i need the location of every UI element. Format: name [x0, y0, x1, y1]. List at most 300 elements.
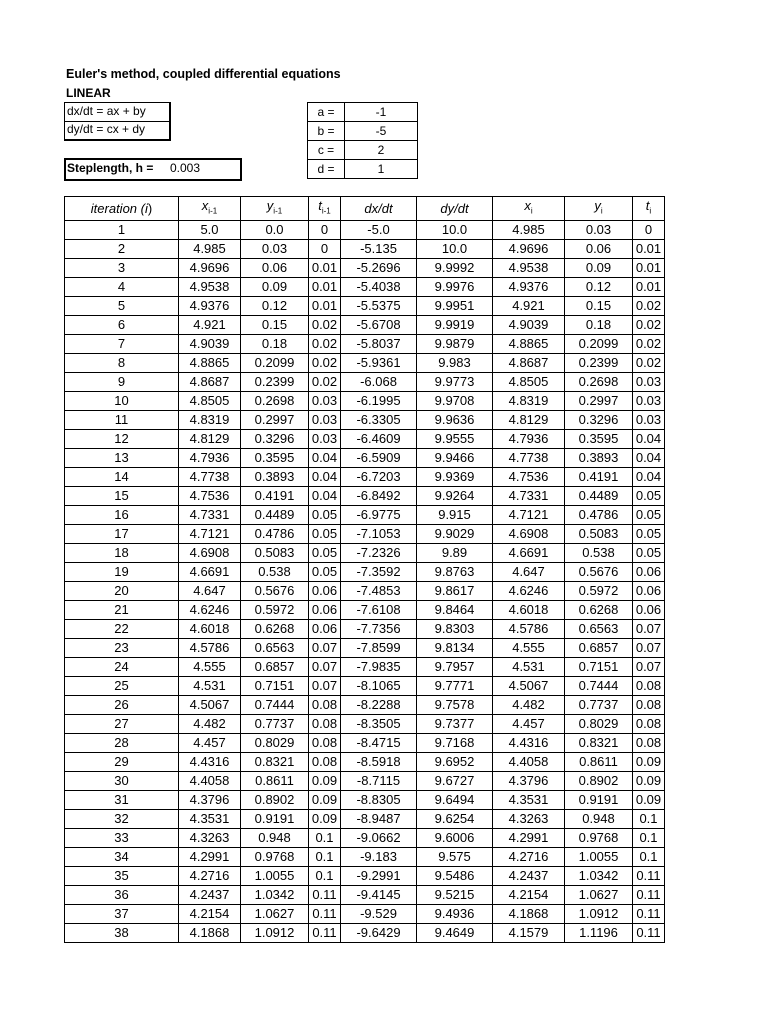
table-cell[interactable]: 4.482 [493, 695, 565, 714]
table-cell[interactable]: 0.09 [309, 771, 341, 790]
table-cell[interactable]: 10 [65, 391, 179, 410]
table-cell[interactable]: 0.11 [309, 904, 341, 923]
table-cell[interactable]: 0.4191 [565, 467, 633, 486]
table-cell[interactable]: 4.3263 [493, 809, 565, 828]
table-cell[interactable]: 35 [65, 866, 179, 885]
table-cell[interactable]: 0.18 [565, 315, 633, 334]
table-cell[interactable]: -8.2288 [341, 695, 417, 714]
table-cell[interactable]: 0.05 [309, 505, 341, 524]
table-cell[interactable]: 4.6246 [179, 600, 241, 619]
table-cell[interactable]: 0.08 [309, 695, 341, 714]
table-cell[interactable]: 1.0627 [241, 904, 309, 923]
table-cell[interactable]: 0.1 [309, 847, 341, 866]
table-cell[interactable]: -5.6708 [341, 315, 417, 334]
table-cell[interactable]: 18 [65, 543, 179, 562]
table-cell[interactable]: 0.03 [309, 410, 341, 429]
table-cell[interactable]: 0.05 [309, 543, 341, 562]
table-cell[interactable]: 1.0342 [565, 866, 633, 885]
table-cell[interactable]: 0.948 [565, 809, 633, 828]
table-cell[interactable]: 0.6268 [241, 619, 309, 638]
table-cell[interactable]: 17 [65, 524, 179, 543]
table-cell[interactable]: 0.6268 [565, 600, 633, 619]
table-cell[interactable]: 27 [65, 714, 179, 733]
table-cell[interactable]: 0.05 [633, 486, 665, 505]
table-cell[interactable]: 0.02 [633, 296, 665, 315]
table-cell[interactable]: 0.6857 [565, 638, 633, 657]
table-cell[interactable]: 0.09 [309, 809, 341, 828]
table-cell[interactable]: 9.9466 [417, 448, 493, 467]
table-cell[interactable]: 9.9919 [417, 315, 493, 334]
table-cell[interactable]: 0.2399 [565, 353, 633, 372]
table-cell[interactable]: 0.5676 [565, 562, 633, 581]
table-cell[interactable]: 8 [65, 353, 179, 372]
table-cell[interactable]: 4.1868 [493, 904, 565, 923]
table-cell[interactable]: 15 [65, 486, 179, 505]
table-cell[interactable]: 0.11 [309, 923, 341, 942]
table-cell[interactable]: 0.04 [633, 429, 665, 448]
table-cell[interactable]: 0.09 [309, 790, 341, 809]
table-cell[interactable]: 4.3531 [493, 790, 565, 809]
table-cell[interactable]: 9.9992 [417, 258, 493, 277]
table-cell[interactable]: -5.4038 [341, 277, 417, 296]
table-cell[interactable]: 0.07 [309, 676, 341, 695]
table-cell[interactable]: 26 [65, 695, 179, 714]
table-cell[interactable]: 4.7331 [493, 486, 565, 505]
table-cell[interactable]: 4.7121 [493, 505, 565, 524]
table-cell[interactable]: 0 [309, 239, 341, 258]
table-cell[interactable]: 9.6254 [417, 809, 493, 828]
table-cell[interactable]: 9.8464 [417, 600, 493, 619]
table-cell[interactable]: 0.08 [309, 714, 341, 733]
table-cell[interactable]: 4.921 [179, 315, 241, 334]
table-cell[interactable]: 11 [65, 410, 179, 429]
table-cell[interactable]: 9.9555 [417, 429, 493, 448]
table-cell[interactable]: 0.02 [633, 334, 665, 353]
table-cell[interactable]: 9.7377 [417, 714, 493, 733]
table-cell[interactable]: -6.5909 [341, 448, 417, 467]
table-cell[interactable]: 0 [309, 220, 341, 239]
table-cell[interactable]: 4.3796 [179, 790, 241, 809]
table-cell[interactable]: 4.555 [493, 638, 565, 657]
table-cell[interactable]: -9.0662 [341, 828, 417, 847]
table-cell[interactable]: 4.3531 [179, 809, 241, 828]
table-cell[interactable]: 4.7536 [493, 467, 565, 486]
table-cell[interactable]: 4.921 [493, 296, 565, 315]
table-cell[interactable]: -7.6108 [341, 600, 417, 619]
table-cell[interactable]: 4.2154 [179, 904, 241, 923]
table-cell[interactable]: 4.647 [179, 581, 241, 600]
table-cell[interactable]: 9.7578 [417, 695, 493, 714]
table-cell[interactable]: -5.9361 [341, 353, 417, 372]
table-cell[interactable]: 9.5486 [417, 866, 493, 885]
table-cell[interactable]: 9.8617 [417, 581, 493, 600]
table-cell[interactable]: 0.03 [309, 391, 341, 410]
table-cell[interactable]: 0.9191 [565, 790, 633, 809]
table-cell[interactable]: 4.5786 [179, 638, 241, 657]
table-cell[interactable]: -8.3505 [341, 714, 417, 733]
table-cell[interactable]: 0.06 [309, 581, 341, 600]
table-cell[interactable]: 4.9376 [493, 277, 565, 296]
table-cell[interactable]: 33 [65, 828, 179, 847]
table-cell[interactable]: 32 [65, 809, 179, 828]
table-cell[interactable]: 0.5083 [565, 524, 633, 543]
table-cell[interactable]: 0.08 [633, 733, 665, 752]
table-cell[interactable]: 0.8029 [565, 714, 633, 733]
table-cell[interactable]: 4.8865 [179, 353, 241, 372]
table-cell[interactable]: 9.915 [417, 505, 493, 524]
param-value[interactable]: 2 [345, 141, 418, 160]
table-cell[interactable]: 29 [65, 752, 179, 771]
table-cell[interactable]: 24 [65, 657, 179, 676]
table-cell[interactable]: 9.7168 [417, 733, 493, 752]
table-cell[interactable]: 9.9951 [417, 296, 493, 315]
table-cell[interactable]: 16 [65, 505, 179, 524]
table-cell[interactable]: 4.7936 [179, 448, 241, 467]
table-cell[interactable]: 9.983 [417, 353, 493, 372]
table-cell[interactable]: 4.1579 [493, 923, 565, 942]
table-cell[interactable]: 4.8687 [493, 353, 565, 372]
table-cell[interactable]: 9.8303 [417, 619, 493, 638]
table-cell[interactable]: 0.15 [565, 296, 633, 315]
table-cell[interactable]: 0.09 [565, 258, 633, 277]
table-cell[interactable]: -7.7356 [341, 619, 417, 638]
table-cell[interactable]: 0.8611 [565, 752, 633, 771]
table-cell[interactable]: 9.6727 [417, 771, 493, 790]
table-cell[interactable]: 23 [65, 638, 179, 657]
table-cell[interactable]: 0.4786 [241, 524, 309, 543]
table-cell[interactable]: 1.0627 [565, 885, 633, 904]
table-cell[interactable]: 0.11 [633, 866, 665, 885]
table-cell[interactable]: 0.07 [633, 638, 665, 657]
table-cell[interactable]: 0.04 [309, 448, 341, 467]
table-cell[interactable]: 4.8129 [179, 429, 241, 448]
table-cell[interactable]: -5.8037 [341, 334, 417, 353]
table-cell[interactable]: 4.9376 [179, 296, 241, 315]
table-cell[interactable]: 10.0 [417, 239, 493, 258]
table-cell[interactable]: -8.9487 [341, 809, 417, 828]
table-cell[interactable]: -6.9775 [341, 505, 417, 524]
table-cell[interactable]: -7.2326 [341, 543, 417, 562]
table-cell[interactable]: 9.6494 [417, 790, 493, 809]
table-cell[interactable]: 1 [65, 220, 179, 239]
table-cell[interactable]: 4.482 [179, 714, 241, 733]
table-cell[interactable]: 0.03 [633, 391, 665, 410]
table-cell[interactable]: 4.7331 [179, 505, 241, 524]
table-cell[interactable]: 22 [65, 619, 179, 638]
table-cell[interactable]: 4.8319 [179, 410, 241, 429]
table-cell[interactable]: -7.8599 [341, 638, 417, 657]
table-cell[interactable]: 0.2698 [565, 372, 633, 391]
table-cell[interactable]: 0.04 [633, 467, 665, 486]
table-cell[interactable]: 0.948 [241, 828, 309, 847]
table-cell[interactable]: 0.1 [633, 809, 665, 828]
table-cell[interactable]: 9.6006 [417, 828, 493, 847]
table-cell[interactable]: 1.0912 [241, 923, 309, 942]
table-cell[interactable]: 9.8763 [417, 562, 493, 581]
table-cell[interactable]: 6 [65, 315, 179, 334]
table-cell[interactable]: 4.6246 [493, 581, 565, 600]
table-cell[interactable]: 4.555 [179, 657, 241, 676]
table-cell[interactable]: 37 [65, 904, 179, 923]
table-cell[interactable]: 4.8129 [493, 410, 565, 429]
table-cell[interactable]: 0.01 [633, 239, 665, 258]
table-cell[interactable]: 0.15 [241, 315, 309, 334]
table-cell[interactable]: 9.575 [417, 847, 493, 866]
table-cell[interactable]: -6.8492 [341, 486, 417, 505]
table-cell[interactable]: 0.6857 [241, 657, 309, 676]
table-cell[interactable]: 0.2698 [241, 391, 309, 410]
table-cell[interactable]: 0.01 [309, 258, 341, 277]
table-cell[interactable]: 4.9696 [179, 258, 241, 277]
table-cell[interactable]: 0.08 [309, 733, 341, 752]
table-cell[interactable]: 0.01 [633, 277, 665, 296]
table-cell[interactable]: 0.5972 [565, 581, 633, 600]
table-cell[interactable]: 4.531 [493, 657, 565, 676]
table-cell[interactable]: 34 [65, 847, 179, 866]
table-cell[interactable]: 0.11 [633, 923, 665, 942]
table-cell[interactable]: 0.1 [309, 866, 341, 885]
table-cell[interactable]: 7 [65, 334, 179, 353]
table-cell[interactable]: 0.06 [633, 600, 665, 619]
table-cell[interactable]: 0.12 [565, 277, 633, 296]
table-cell[interactable]: 0.06 [241, 258, 309, 277]
table-cell[interactable]: 9.9369 [417, 467, 493, 486]
table-cell[interactable]: 4.2991 [493, 828, 565, 847]
table-cell[interactable]: 0.09 [241, 277, 309, 296]
table-cell[interactable]: 9.5215 [417, 885, 493, 904]
table-cell[interactable]: 0.7444 [565, 676, 633, 695]
table-cell[interactable]: 0.8902 [241, 790, 309, 809]
table-cell[interactable]: 28 [65, 733, 179, 752]
table-cell[interactable]: -8.8305 [341, 790, 417, 809]
table-cell[interactable]: 0.03 [633, 410, 665, 429]
table-cell[interactable]: -7.1053 [341, 524, 417, 543]
table-cell[interactable]: 0.09 [633, 790, 665, 809]
table-cell[interactable]: 0.7737 [241, 714, 309, 733]
table-cell[interactable]: 0.08 [633, 695, 665, 714]
table-cell[interactable]: 0.5083 [241, 543, 309, 562]
table-cell[interactable]: 0.9191 [241, 809, 309, 828]
table-cell[interactable]: -8.5918 [341, 752, 417, 771]
table-cell[interactable]: 4.5067 [493, 676, 565, 695]
table-cell[interactable]: 4.531 [179, 676, 241, 695]
table-cell[interactable]: 0.09 [633, 771, 665, 790]
table-cell[interactable]: 0.3296 [241, 429, 309, 448]
table-cell[interactable]: 0.1 [309, 828, 341, 847]
table-cell[interactable]: 4.6018 [179, 619, 241, 638]
table-cell[interactable]: 4.6908 [493, 524, 565, 543]
table-cell[interactable]: 0.8902 [565, 771, 633, 790]
table-cell[interactable]: 1.0912 [565, 904, 633, 923]
table-cell[interactable]: 0.4489 [565, 486, 633, 505]
table-cell[interactable]: 4.8505 [179, 391, 241, 410]
table-cell[interactable]: -5.5375 [341, 296, 417, 315]
table-cell[interactable]: 0.05 [309, 524, 341, 543]
table-cell[interactable]: 0.11 [633, 885, 665, 904]
table-cell[interactable]: 4.7536 [179, 486, 241, 505]
table-cell[interactable]: 0.06 [309, 600, 341, 619]
table-cell[interactable]: 4.8505 [493, 372, 565, 391]
table-cell[interactable]: 0 [633, 220, 665, 239]
table-cell[interactable]: 4.457 [179, 733, 241, 752]
table-cell[interactable]: 4.7738 [493, 448, 565, 467]
table-cell[interactable]: 9.4649 [417, 923, 493, 942]
table-cell[interactable]: 31 [65, 790, 179, 809]
table-cell[interactable]: -9.529 [341, 904, 417, 923]
table-cell[interactable]: 4.9696 [493, 239, 565, 258]
table-cell[interactable]: 0.2399 [241, 372, 309, 391]
table-cell[interactable]: 0.06 [633, 562, 665, 581]
table-cell[interactable]: 4.2991 [179, 847, 241, 866]
param-value[interactable]: 1 [345, 160, 418, 179]
table-cell[interactable]: 9.89 [417, 543, 493, 562]
table-cell[interactable]: 4.2437 [179, 885, 241, 904]
table-cell[interactable]: 4.4058 [179, 771, 241, 790]
table-cell[interactable]: 0.2997 [565, 391, 633, 410]
table-cell[interactable]: 2 [65, 239, 179, 258]
table-cell[interactable]: 1.0055 [241, 866, 309, 885]
table-cell[interactable]: 0.3296 [565, 410, 633, 429]
table-cell[interactable]: 0.01 [633, 258, 665, 277]
table-cell[interactable]: 4.7738 [179, 467, 241, 486]
table-cell[interactable]: 4.9538 [493, 258, 565, 277]
table-cell[interactable]: 9.6952 [417, 752, 493, 771]
table-cell[interactable]: 0.02 [633, 315, 665, 334]
table-cell[interactable]: 0.03 [565, 220, 633, 239]
table-cell[interactable]: 0.02 [309, 353, 341, 372]
table-cell[interactable]: 4.647 [493, 562, 565, 581]
table-cell[interactable]: 0.3595 [241, 448, 309, 467]
table-cell[interactable]: 0.09 [633, 752, 665, 771]
table-cell[interactable]: 0.11 [633, 904, 665, 923]
table-cell[interactable]: 9.7771 [417, 676, 493, 695]
table-cell[interactable]: 0.04 [309, 467, 341, 486]
table-cell[interactable]: 4.457 [493, 714, 565, 733]
table-cell[interactable]: 0.5972 [241, 600, 309, 619]
table-cell[interactable]: 4.3796 [493, 771, 565, 790]
table-cell[interactable]: 1.0055 [565, 847, 633, 866]
table-cell[interactable]: 9.4936 [417, 904, 493, 923]
table-cell[interactable]: 0.6563 [241, 638, 309, 657]
table-cell[interactable]: 0.05 [633, 543, 665, 562]
table-cell[interactable]: 0.12 [241, 296, 309, 315]
table-cell[interactable]: 0.08 [309, 752, 341, 771]
table-cell[interactable]: 3 [65, 258, 179, 277]
table-cell[interactable]: -6.1995 [341, 391, 417, 410]
table-cell[interactable]: 4.4316 [179, 752, 241, 771]
table-cell[interactable]: 0.3595 [565, 429, 633, 448]
table-cell[interactable]: -6.068 [341, 372, 417, 391]
table-cell[interactable]: 0.1 [633, 828, 665, 847]
table-cell[interactable]: 4.6691 [179, 562, 241, 581]
table-cell[interactable]: 4.2716 [179, 866, 241, 885]
table-cell[interactable]: 0.0 [241, 220, 309, 239]
table-cell[interactable]: 14 [65, 467, 179, 486]
table-cell[interactable]: 0.04 [633, 448, 665, 467]
table-cell[interactable]: 13 [65, 448, 179, 467]
table-cell[interactable]: 19 [65, 562, 179, 581]
table-cell[interactable]: 0.6563 [565, 619, 633, 638]
table-cell[interactable]: 0.7151 [565, 657, 633, 676]
table-cell[interactable]: -7.4853 [341, 581, 417, 600]
table-cell[interactable]: 0.1 [633, 847, 665, 866]
param-value[interactable]: -5 [345, 122, 418, 141]
table-cell[interactable]: 4.6018 [493, 600, 565, 619]
table-cell[interactable]: 0.08 [633, 676, 665, 695]
table-cell[interactable]: 0.9768 [241, 847, 309, 866]
table-cell[interactable]: 20 [65, 581, 179, 600]
table-cell[interactable]: -8.4715 [341, 733, 417, 752]
table-cell[interactable]: 9 [65, 372, 179, 391]
table-cell[interactable]: 0.02 [309, 315, 341, 334]
table-cell[interactable]: -9.6429 [341, 923, 417, 942]
table-cell[interactable]: 0.4786 [565, 505, 633, 524]
table-cell[interactable]: 0.7444 [241, 695, 309, 714]
table-cell[interactable]: 4.4316 [493, 733, 565, 752]
table-cell[interactable]: 4.2154 [493, 885, 565, 904]
table-cell[interactable]: 4.7936 [493, 429, 565, 448]
table-cell[interactable]: 4 [65, 277, 179, 296]
table-cell[interactable]: 0.06 [633, 581, 665, 600]
table-cell[interactable]: 0.07 [633, 657, 665, 676]
table-cell[interactable]: 0.07 [309, 657, 341, 676]
table-cell[interactable]: 25 [65, 676, 179, 695]
table-cell[interactable]: -6.7203 [341, 467, 417, 486]
table-cell[interactable]: 4.5786 [493, 619, 565, 638]
table-cell[interactable]: -8.1065 [341, 676, 417, 695]
table-cell[interactable]: 1.1196 [565, 923, 633, 942]
table-cell[interactable]: 0.05 [633, 524, 665, 543]
table-cell[interactable]: 9.9708 [417, 391, 493, 410]
table-cell[interactable]: 0.4489 [241, 505, 309, 524]
steplength-value[interactable]: 0.003 [170, 161, 201, 175]
table-cell[interactable]: 0.2997 [241, 410, 309, 429]
table-cell[interactable]: 0.02 [633, 353, 665, 372]
table-cell[interactable]: 0.538 [241, 562, 309, 581]
table-cell[interactable]: -5.135 [341, 239, 417, 258]
table-cell[interactable]: 0.04 [309, 486, 341, 505]
table-cell[interactable]: 0.7151 [241, 676, 309, 695]
table-cell[interactable]: 4.3263 [179, 828, 241, 847]
table-cell[interactable]: -5.2696 [341, 258, 417, 277]
table-cell[interactable]: 0.9768 [565, 828, 633, 847]
table-cell[interactable]: -9.183 [341, 847, 417, 866]
table-cell[interactable]: -9.2991 [341, 866, 417, 885]
table-cell[interactable]: 4.2716 [493, 847, 565, 866]
table-cell[interactable]: 4.985 [493, 220, 565, 239]
table-cell[interactable]: 36 [65, 885, 179, 904]
table-cell[interactable]: 4.9538 [179, 277, 241, 296]
table-cell[interactable]: 21 [65, 600, 179, 619]
table-cell[interactable]: 0.06 [309, 619, 341, 638]
param-value[interactable]: -1 [345, 103, 418, 122]
table-cell[interactable]: 12 [65, 429, 179, 448]
table-cell[interactable]: -5.0 [341, 220, 417, 239]
table-cell[interactable]: 0.07 [309, 638, 341, 657]
table-cell[interactable]: 0.8029 [241, 733, 309, 752]
table-cell[interactable]: 0.2099 [241, 353, 309, 372]
table-cell[interactable]: 0.8321 [241, 752, 309, 771]
table-cell[interactable]: 0.06 [565, 239, 633, 258]
table-cell[interactable]: 0.07 [633, 619, 665, 638]
table-cell[interactable]: -8.7115 [341, 771, 417, 790]
table-cell[interactable]: 0.03 [633, 372, 665, 391]
table-cell[interactable]: 10.0 [417, 220, 493, 239]
table-cell[interactable]: 38 [65, 923, 179, 942]
table-cell[interactable]: 0.2099 [565, 334, 633, 353]
table-cell[interactable]: 0.18 [241, 334, 309, 353]
table-cell[interactable]: 4.9039 [493, 315, 565, 334]
